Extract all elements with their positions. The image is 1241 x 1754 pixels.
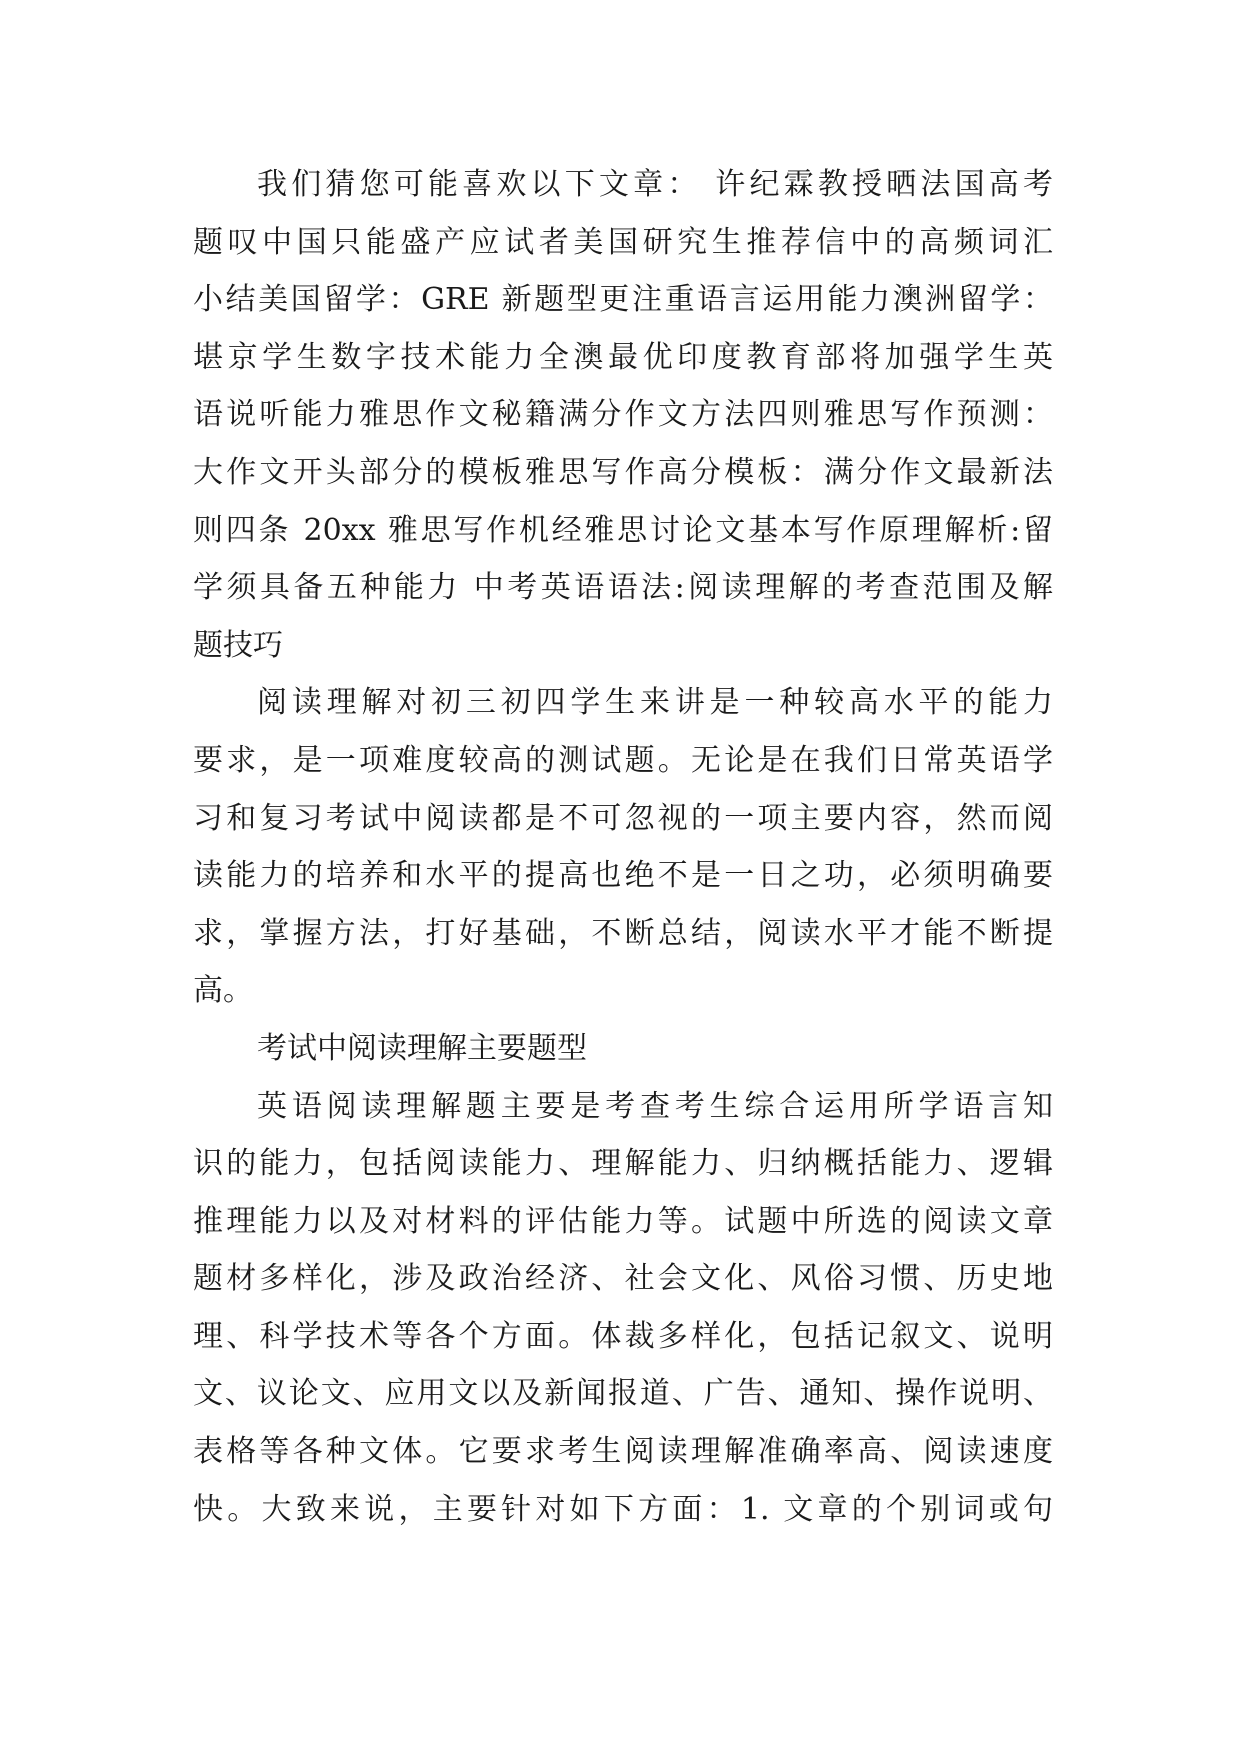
text-line: 表格等各种文体。它要求考生阅读理解准确率高、阅读速度 bbox=[193, 1434, 1053, 1470]
text-line: 高。 bbox=[193, 973, 253, 1009]
intro-paragraph bbox=[193, 674, 1053, 1020]
text-line: 阅读理解对初三初四学生来讲是一种较高水平的能力 bbox=[257, 685, 1053, 721]
recommended-articles-paragraph bbox=[193, 156, 1053, 674]
text-line: 识的能力，包括阅读能力、理解能力、归纳概括能力、逻辑 bbox=[193, 1146, 1053, 1182]
text-line: 小结美国留学：GRE 新题型更注重语言运用能力澳洲留学： bbox=[193, 282, 1053, 318]
text-line: 求，掌握方法，打好基础，不断总结，阅读水平才能不断提 bbox=[193, 915, 1053, 951]
heading-text: 考试中阅读理解主要题型 bbox=[257, 1030, 587, 1066]
text-line: 则四条 20xx 雅思写作机经雅思讨论文基本写作原理解析:留 bbox=[193, 512, 1053, 548]
text-line: 学须具备五种能力 中考英语语法:阅读理解的考查范围及解 bbox=[193, 570, 1053, 606]
text-line: 习和复习考试中阅读都是不可忽视的一项主要内容，然而阅 bbox=[193, 800, 1053, 836]
text-line: 读能力的培养和水平的提高也绝不是一日之功，必须明确要 bbox=[193, 858, 1053, 894]
text-line: 推理能力以及对材料的评估能力等。试题中所选的阅读文章 bbox=[193, 1203, 1053, 1239]
text-line: 我们猜您可能喜欢以下文章： 许纪霖教授晒法国高考 bbox=[257, 167, 1053, 202]
text-line: 英语阅读理解题主要是考查考生综合运用所学语言知 bbox=[257, 1088, 1053, 1124]
text-line: 文、议论文、应用文以及新闻报道、广告、通知、操作说明、 bbox=[193, 1376, 1053, 1412]
text-line: 语说听能力雅思作文秘籍满分作文方法四则雅思写作预测： bbox=[193, 397, 1053, 433]
text-line: 要求，是一项难度较高的测试题。无论是在我们日常英语学 bbox=[193, 742, 1053, 778]
text-line: 理、科学技术等各个方面。体裁多样化，包括记叙文、说明 bbox=[193, 1318, 1053, 1354]
text-line: 题技巧 bbox=[193, 627, 283, 663]
text-line: 堪京学生数字技术能力全澳最优印度教育部将加强学生英 bbox=[193, 339, 1053, 375]
text-line: 题叹中国只能盛产应试者美国研究生推荐信中的高频词汇 bbox=[193, 224, 1053, 260]
text-line: 快。大致来说，主要针对如下方面：1. 文章的个别词或句 bbox=[193, 1491, 1053, 1527]
document-body bbox=[193, 156, 1053, 1538]
section-heading bbox=[193, 1020, 1053, 1078]
body-paragraph bbox=[193, 1078, 1053, 1539]
text-line: 题材多样化，涉及政治经济、社会文化、风俗习惯、历史地 bbox=[193, 1261, 1053, 1297]
text-line: 大作文开头部分的模板雅思写作高分模板：满分作文最新法 bbox=[193, 454, 1053, 490]
